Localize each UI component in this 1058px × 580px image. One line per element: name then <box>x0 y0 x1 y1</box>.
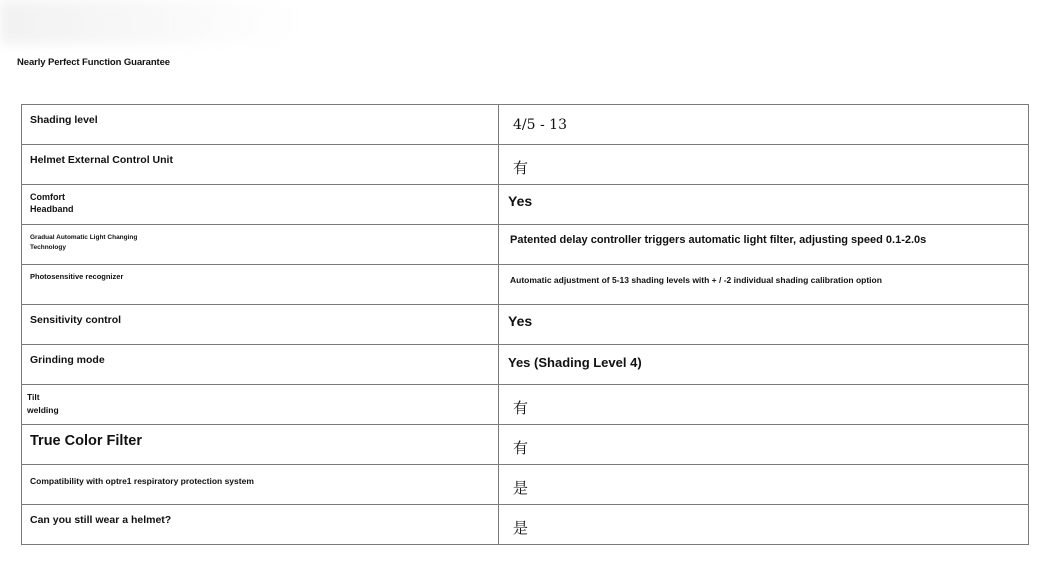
value-cell <box>499 385 1029 425</box>
table-row <box>22 105 1029 145</box>
row-label: Grinding mode <box>30 354 105 366</box>
row-label-line: Tilt <box>27 392 40 402</box>
value-cell <box>499 305 1029 345</box>
row-label-line: Headband <box>30 203 74 214</box>
value-cell <box>499 425 1029 465</box>
row-label-line: Technology <box>30 243 66 251</box>
table-row <box>22 345 1029 385</box>
spec-table <box>21 104 1029 545</box>
row-label <box>30 192 74 215</box>
row-value: Yes (Shading Level 4) <box>508 355 642 370</box>
row-value: 是 <box>513 479 529 497</box>
value-cell <box>499 265 1029 305</box>
row-value: Patented delay controller triggers automatic light filter, adjusting speed 0.1-2.0s <box>510 234 927 246</box>
value-cell <box>499 345 1029 385</box>
label-cell <box>22 185 499 225</box>
top-blurred-area <box>0 0 300 44</box>
row-value: 4/5 - 13 <box>513 117 567 133</box>
row-value: Yes <box>508 313 533 329</box>
row-label-line: Comfort <box>30 192 65 202</box>
label-cell <box>22 465 499 505</box>
table-row <box>22 225 1029 265</box>
value-cell <box>499 225 1029 265</box>
row-label: Sensitivity control <box>30 314 122 326</box>
row-label <box>30 233 137 253</box>
table-row <box>22 505 1029 545</box>
label-cell <box>22 225 499 265</box>
label-cell <box>22 345 499 385</box>
table-row <box>22 185 1029 225</box>
row-label: Helmet External Control Unit <box>30 154 173 166</box>
row-value: 有 <box>513 159 529 177</box>
table-row <box>22 305 1029 345</box>
row-label: Can you still wear a helmet? <box>30 514 172 526</box>
value-cell <box>499 145 1029 185</box>
label-cell <box>22 105 499 145</box>
table-row <box>22 465 1029 505</box>
label-cell <box>22 265 499 305</box>
row-label: Shading level <box>30 114 98 126</box>
row-value: Yes <box>508 193 533 209</box>
table-row <box>22 425 1029 465</box>
label-cell <box>22 385 499 425</box>
page-heading: Nearly Perfect Function Guarantee <box>17 57 170 68</box>
row-value: Automatic adjustment of 5-13 shading levels with + / -2 individual shading calibration option <box>510 275 882 285</box>
label-cell <box>22 505 499 545</box>
row-value: 有 <box>513 399 529 417</box>
row-label-line: welding <box>27 404 59 415</box>
table-row <box>22 385 1029 425</box>
table-row <box>22 265 1029 305</box>
row-label <box>27 391 59 417</box>
value-cell <box>499 465 1029 505</box>
value-cell <box>499 185 1029 225</box>
row-label: Compatibility with optre1 respiratory protection system <box>30 476 254 486</box>
row-value: 是 <box>513 519 529 537</box>
row-label: Photosensitive recognizer <box>30 272 124 281</box>
label-cell <box>22 305 499 345</box>
row-label-line: Gradual Automatic Light Changing <box>30 234 138 241</box>
value-cell <box>499 505 1029 545</box>
label-cell <box>22 425 499 465</box>
row-label: True Color Filter <box>30 433 142 449</box>
table-row <box>22 145 1029 185</box>
row-value: 有 <box>513 439 529 457</box>
label-cell <box>22 145 499 185</box>
value-cell <box>499 105 1029 145</box>
